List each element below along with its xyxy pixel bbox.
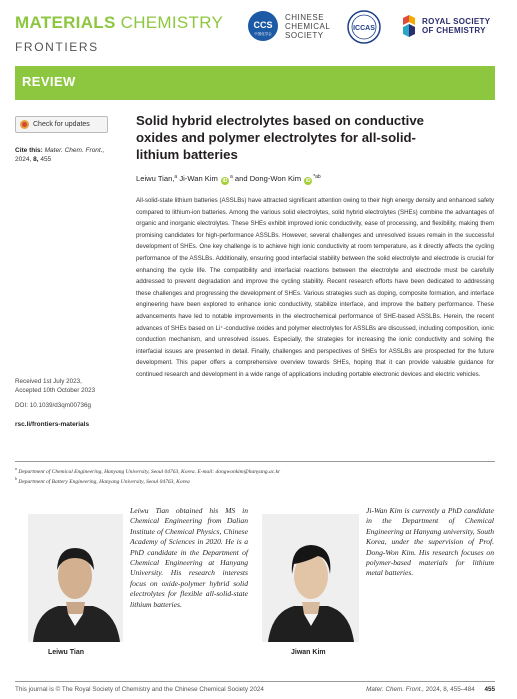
article-type-label: REVIEW bbox=[22, 74, 76, 89]
rsc-name bbox=[422, 17, 490, 35]
doi[interactable]: DOI: 10.1039/d3qm00736g bbox=[15, 402, 91, 409]
author-2[interactable]: Ji-Wan Kim bbox=[179, 174, 218, 183]
iccas-logo-icon bbox=[347, 10, 381, 44]
received-date: Received 1st July 2023, bbox=[15, 378, 82, 385]
orcid-icon[interactable]: iD bbox=[222, 178, 228, 184]
author-2-sup: a bbox=[230, 174, 233, 180]
author-3-sup: *ab bbox=[313, 174, 321, 180]
bio-jiwan-kim: Ji-Wan Kim is currently a PhD candidate in the Department of Chemical Engineering at Hanyang university, South Korea, under the supervision of Prof. Dong-Won Kim. His research focuses on polymer-based materials for lithium metal batteries. bbox=[366, 506, 494, 578]
affiliation-b bbox=[15, 476, 495, 485]
cite-year: 2024, bbox=[15, 156, 32, 163]
citation bbox=[15, 146, 115, 164]
crossmark-icon bbox=[20, 120, 29, 129]
author-3[interactable]: Dong-Won Kim bbox=[249, 174, 302, 183]
affiliation-a-sup: a bbox=[15, 466, 17, 471]
ccs-badge-text: CCS bbox=[253, 20, 273, 30]
page-number: 455 bbox=[484, 686, 495, 693]
ccs-logo-icon bbox=[247, 10, 279, 42]
author-1-sup: a bbox=[174, 174, 178, 180]
journal-title-word2: CHEMISTRY bbox=[120, 13, 224, 32]
affiliation-b-sup: b bbox=[15, 476, 17, 481]
journal-subtitle: FRONTIERS bbox=[15, 40, 99, 54]
affiliation-divider bbox=[15, 461, 495, 462]
footer-cite: 2024, 8, 455–484 bbox=[425, 686, 475, 693]
bio-leiwu-tian: Leiwu Tian obtained his MS in Chemical Engineering from Dalian Institute of Chemical Physics, Chinese Academy of Sciences in 2020. He is a PhD candidate in the Department of Chemical Engineering at Hanyang University. His research interests focus on oxide-polymer hybrid solid electrolytes for flexible all-solid-state lithium batteries. bbox=[130, 506, 248, 609]
photo-caption-2: Jiwan Kim bbox=[291, 649, 326, 656]
affiliation-b-text: Department of Battery Engineering, Hanyang University, Seoul 04763, Korea bbox=[18, 478, 190, 485]
author-list bbox=[136, 174, 321, 185]
footer-journal: Mater. Chem. Front., bbox=[366, 686, 424, 693]
affiliation-a bbox=[15, 466, 495, 475]
journal-link[interactable]: rsc.li/frontiers-materials bbox=[15, 421, 90, 428]
cite-page: 455 bbox=[40, 156, 52, 163]
check-for-updates-label: Check for updates bbox=[33, 121, 90, 128]
cite-volume: 8, bbox=[33, 156, 39, 163]
abstract: All-solid-state lithium batteries (ASSLBs) have attracted significant attention owing to their high energy density and enhanced safety compared to lithium-ion batteries. Among the various solid electrolytes, solid hybrid electrolytes (SHEs) combine the advantages of organic and inorganic electrolytes. These SHEs exhibit improved ionic conductivity, ease of processing, and flexibility, making them promising candidates for high-performance ASSLBs. However, several challenges and unresolved issues remain in the successful development of SHEs. One key challenge is to achieve high ionic conductivity at room temperature, as it directly affects the cycling performance of the ASSLBs. Additionally, ensuring good interfacial stability between the solid electrolyte and electrode is crucial for enhancing the cycle life. The compatibility and interfacial reactions between the electrolyte and electrode must be carefully addressed to prevent degradation and improve the cycling stability. Recent research efforts have been dedicated to addressing these challenges and progressing the development of SHEs. Various strategies such as doping, composite formation, and interface engineering have been explored to enhance ionic conductivity, stabilize interface, and improve the battery performance. These advancements have led to notable improvements in the electrochemical performance of SHE-based ASSLBs. Herein, the recent advances of SHEs based on Li⁺-conductive oxides and polymer electrolytes for ASSLBs are discussed, including composition, ionic conduction mechanism, and unresolved issues. Especially, the strategies for increasing the ionic conductivity and solving the interfacial issues are presented in detail. Finally, challenges and perspectives of SHEs for ASSLBs are prospected for the future development. This paper offers a comprehensive overview towards SHEs, hoping that it can provide valuable guidance for continued research and development in a wide range of applications including portable electronic devices and electric vehicles. bbox=[136, 197, 494, 378]
rsc-line1: ROYAL SOCIETY bbox=[422, 17, 491, 26]
journal-title bbox=[15, 13, 223, 33]
article-type-bar bbox=[15, 66, 495, 100]
footer-citation bbox=[366, 686, 495, 693]
iccas-badge-text: ICCAS bbox=[353, 25, 375, 32]
cite-label: Cite this: bbox=[15, 147, 43, 154]
journal-title-word1: MATERIALS bbox=[15, 13, 116, 32]
footer-copyright: This journal is © The Royal Society of Chemistry and the Chinese Chemical Society 2024 bbox=[15, 686, 264, 693]
article-dates bbox=[15, 377, 125, 395]
ccs-line3: SOCIETY bbox=[285, 31, 324, 40]
orcid-icon[interactable]: iD bbox=[305, 178, 311, 184]
cite-journal: Mater. Chem. Front., bbox=[44, 147, 105, 154]
author-and: and bbox=[234, 174, 248, 183]
footer-divider bbox=[15, 681, 495, 682]
rsc-logo-icon bbox=[400, 14, 418, 38]
photo-caption-1: Leiwu Tian bbox=[48, 649, 85, 656]
ccs-line1: CHINESE bbox=[285, 13, 325, 22]
ccs-badge-subtext: 中国化学会 bbox=[254, 32, 272, 36]
author-photo-leiwu-tian bbox=[28, 514, 123, 642]
affiliation-a-text: Department of Chemical Engineering, Hanyang University, Seoul 04763, Korea. E-mail: dongwonkim@hanyang.ac.kr bbox=[18, 468, 281, 475]
author-1[interactable]: Leiwu Tian, bbox=[136, 174, 175, 183]
rsc-line2: OF CHEMISTRY bbox=[422, 26, 486, 35]
accepted-date: Accepted 10th October 2023 bbox=[15, 387, 96, 394]
paper-title: Solid hybrid electrolytes based on conductive oxides and polymer electrolytes for all-solid-lithium batteries bbox=[136, 113, 424, 162]
ccs-line2: CHEMICAL bbox=[285, 22, 331, 31]
ccs-name bbox=[285, 13, 330, 40]
author-photo-jiwan-kim bbox=[262, 514, 359, 642]
check-for-updates-button[interactable] bbox=[15, 116, 108, 133]
